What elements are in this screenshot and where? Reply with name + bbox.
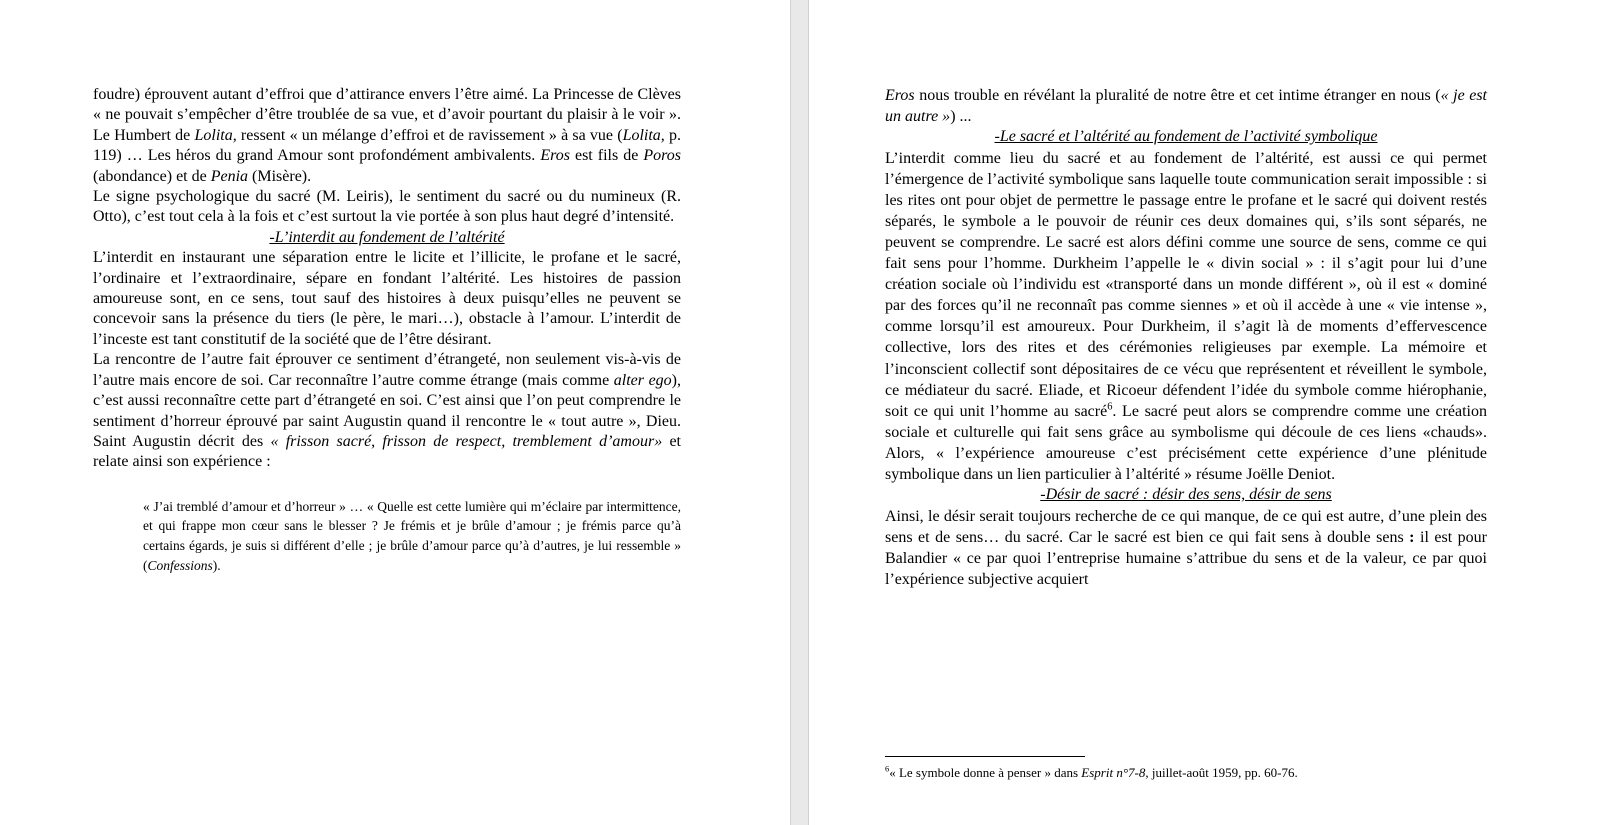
page-gutter xyxy=(790,0,809,825)
section-heading-sacre-alterite: -Le sacré et l’altérité au fondement de l’activité symbolique xyxy=(994,128,1378,146)
paragraph-interdit-separation: L’interdit en instaurant une séparation entre le licite et l’illicite, le profane et le sacré, l’ordinaire et l’extraordinaire, sépare en fondant l’altérité. Les histoires de passion amoureuse sont, en ce sens, tout sauf des histoires à deux puisqu’elles ne peuvent se concevoir sans la présence du tiers (le père, le mari…), obstacle à l’amour. L’interdit de l’inceste est tant constitutif de la société que de l’être désirant. xyxy=(93,249,681,348)
section-heading-desir-de-sacre: -Désir de sacré : désir des sens, désir de sens xyxy=(1040,486,1332,504)
paragraph-signe-psychologique: Le signe psychologique du sacré (M. Leiris), le sentiment du sacré ou du numineux (R. Otto), c’est tout cela à la fois et c’est surtout la vie portée à son plus haut degré d’intensité. xyxy=(93,188,681,226)
footnote-area xyxy=(885,756,1487,781)
paragraph-desir-recherche: Ainsi, le désir serait toujours recherche de ce qui manque, de ce qui est autre, d’une plein des sens et de sens… du sacré. Car le sacré est bien ce qui fait sens à double sens : il est pour Balandier « ce par quoi l’entreprise humaine s’attribue du sens et de la valeur, ce par quoi l’expérience subjective acquiert xyxy=(885,507,1487,588)
paragraph-rencontre-autre: La rencontre de l’autre fait éprouver ce sentiment d’étrangeté, non seulement vis-à-vis de l’autre mais encore de soi. Car reconnaître l’autre comme étrange (mais comme alter ego), c’est aussi reconnaître cette part d’étrangeté en soi. C’est ainsi que l’on peut comprendre le sentiment d’horreur éprouvé par saint Augustin quand il rencontre le « tout autre », Dieu. Saint Augustin décrit des « frisson sacré, frisson de respect, tremblement d’amour» et relate ainsi son expérience : xyxy=(93,351,682,471)
footnote-6: $^6$« Le symbole donne à penser » dans Esprit n°7-8, juillet-août 1959, pp. 60-76. xyxy=(885,763,1298,780)
block-quote-augustin: « J’ai tremblé d’amour et d’horreur » … « Quelle est cette lumière qui m’éclaire par intermittence, et qui frappe mon cœur sans le blesser ? Je frémis et je brûle d’amour ; je frémis parce qu’à certains égards, je suis si différent d’elle ; je brûle d’amour parce qu’à d’autres, je lui ressemble » (Confessions). xyxy=(143,498,681,573)
paragraph-eros-trouble: Eros nous trouble en révélant la pluralité de notre être et cet intime étranger en nous (« je est un autre ») ... xyxy=(885,87,1487,126)
paragraph-interdit-symbolique: L’interdit comme lieu du sacré et au fondement de l’altérité, est aussi ce qui permet l’émergence de l’activité symbolique sans laquelle toute communication serait impossible : si les rites ont pour objet de permettre le passage entre le profane et le sacré qui doivent restés séparés, le symbole a le pouvoir de réunir ces deux domaines qui, s’ils sont séparés, ne peuvent se comprendre. Le sacré est alors défini comme une source de sens, comme ce qui fait sens pour l’homme. Durkheim l’appelle le « divin social » : il s’agit pour lui d’une création sociale où l’individu est «transporté dans un monde différent », où il est « dominé par des forces qu’il ne reconnaît pas comme siennes » et où il accède à une « vie intense », comme lorsqu’il est amoureux. Pour Durkheim, il s’agit là de moments d’effervescence collective, lors des rites et des cérémonies religieuses par exemple. La mémoire et l’inconscient collectif sont dépositaires de ce vécu que représentent et réveillent le symbole, ce médiateur du sacré. Eliade, et Ricoeur défendent l’idée du symbole comme hiérophanie, soit ce qui unit l’homme au sacré$^6$. Le sacré peut alors se comprendre comme une création sociale et culturelle qui fait sens grâce au symbolisme qui découle de ces liens «chauds». Alors, « l’expérience amoureuse c’est précisément cette expérience d’une plénitude symbolique dans un lien particulier à l’altérité » résume Joëlle Deniot. xyxy=(885,149,1487,483)
section-heading-interdit-alterite: -L’interdit au fondement de l’altérité xyxy=(269,228,505,246)
footnote-separator xyxy=(885,756,1085,757)
page-left xyxy=(0,0,790,825)
page-right xyxy=(809,0,1600,825)
paragraph-eros-fils: foudre) éprouvent autant d’effroi que d’attirance envers l’être aimé. La Princesse de Clèves « ne pouvait s’empêcher d’être troublée de sa vue, et d’avoir pourtant du plaisir à le voir ». Le Humbert de Lolita, ressent « un mélange d’effroi et de ravissement » à sa vue (Lolita, p. 119) … Les héros du grand Amour sont profondément ambivalents. Eros est fils de Poros (abondance) et de Penia (Misère). xyxy=(93,86,682,185)
